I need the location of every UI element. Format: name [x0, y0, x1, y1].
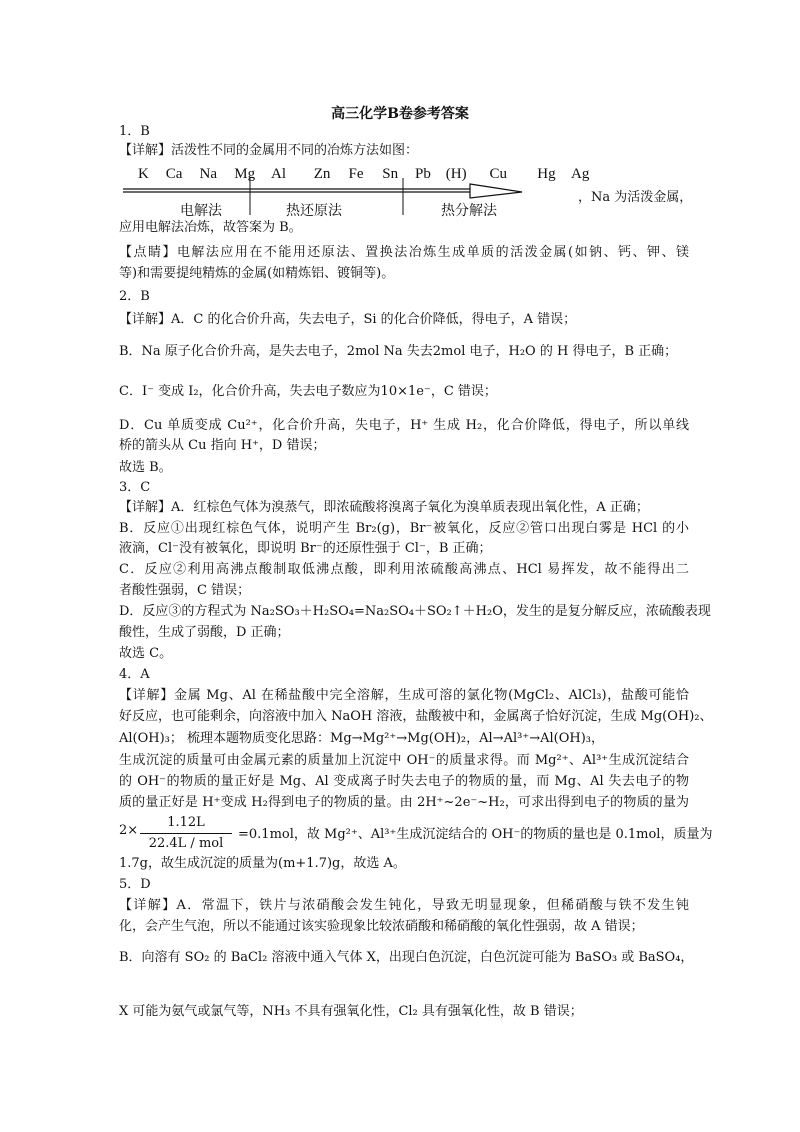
q3-c1: C．反应②利用高沸点酸制取低沸点酸，即利用浓硫酸高沸点、HCl 易挥发，故不能得出二: [119, 562, 689, 577]
metal-label: Zn: [313, 166, 331, 182]
q4-line7: =0.1mol，故 Mg²⁺、Al³⁺生成沉淀结合的 OH⁻的物质的量也是 0.1mol，质量为: [238, 827, 713, 842]
metal-label: Pb: [415, 166, 431, 182]
q2-d1: D．Cu 单质变成 Cu²⁺，化合价升高，失电子，H⁺ 生成 H₂，化合价降低，得电子，所以单线: [119, 418, 689, 433]
q5-a2: 化，会产生气泡，所以不能通过该实验现象比较浓硝酸和稀硝酸的氧化性强弱，故 A 错误；: [119, 919, 644, 934]
metal-label: Na: [199, 166, 217, 182]
fraction-numerator: 1.12L: [167, 815, 205, 830]
fraction-bar: [140, 833, 232, 834]
q3-c2: 者酸性强弱，C 错误；: [119, 583, 251, 598]
zone-thermal-reduction: 热还原法: [286, 203, 342, 219]
q4-line8: 1.7g，故生成沉淀的质量为(m+1.7)g，故选 A。: [119, 856, 406, 871]
q5-a1: 【详解】A．常温下，铁片与浓硝酸会发生钝化，导致无明显现象，但稀硝酸与铁不发生钝: [119, 898, 689, 913]
page-title: 高三化学B卷参考答案: [331, 106, 469, 122]
q4-line6: 质的量正好是 H⁺变成 H₂得到电子的物质的量。由 2H⁺~2e⁻~H₂，可求出得到电子的物质的量为: [119, 795, 689, 810]
q2-a: 【详解】A．C 的化合价升高，失去电子，Si 的化合价降低，得电子，A 错误；: [119, 312, 577, 327]
metal-label: (H): [445, 166, 467, 182]
metal-label: Sn: [382, 166, 399, 182]
q2-d2: 桥的箭头从 Cu 指向 H⁺，D 错误；: [119, 438, 326, 453]
q1-number: 1．B: [119, 124, 150, 139]
q3-end: 故选 C。: [119, 646, 173, 661]
q3-b2: 液滴，Cl⁻没有被氧化，即说明 Br⁻的还原性强于 Cl⁻，B 正确；: [119, 541, 492, 556]
metal-label: Cu: [489, 166, 508, 182]
q5-number: 5．D: [119, 877, 151, 892]
q3-d2: 酸性，生成了弱酸，D 正确；: [119, 625, 290, 640]
q4-formula-lead: 2×: [119, 823, 139, 838]
q4-number: 4．A: [119, 667, 150, 682]
zone-thermal-decomposition: 热分解法: [441, 203, 497, 219]
q1-line2: 应用电解法冶炼，故答案为 B。: [119, 220, 302, 235]
q4-line4: 生成沉淀的质量可由金属元素的质量加上沉淀中 OH⁻的质量求得。而 Mg²⁺、Al³⁺生成沉淀结合: [119, 753, 689, 768]
q1-point2: 等)和需要提纯精炼的金属(如精炼铝、镀铜等)。: [119, 266, 395, 281]
metal-label: Mg: [234, 166, 256, 182]
q4-fraction: [136, 815, 236, 852]
q3-b1: B．反应①出现红棕色气体，说明产生 Br₂(g)，Br⁻被氧化，反应②管口出现白雾是 HCl 的小: [119, 521, 689, 536]
metal-label: K: [138, 166, 149, 182]
q2-number: 2．B: [119, 289, 150, 304]
q3-a: 【详解】A．红棕色气体为溴蒸气，即浓硫酸将溴离子氧化为溴单质表现出氧化性，A 正确；: [119, 500, 649, 515]
q4-line5: 的 OH⁻的物质的量正好是 Mg、Al 变成离子时失去电子的物质的量，而 Mg、Al 失去电子的物: [119, 774, 689, 789]
q2-end: 故选 B。: [119, 460, 172, 475]
q2-c: C．I⁻ 变成 I₂，化合价升高，失去电子数应为10×1e⁻，C 错误；: [119, 384, 497, 399]
q1-detail: 【详解】活泼性不同的金属用不同的冶炼方法如图：: [119, 143, 419, 158]
q3-number: 3．C: [119, 480, 151, 495]
fraction-denominator: 22.4L / mol: [148, 836, 224, 851]
q4-line2: 好反应，也可能剩余，向溶液中加入 NaOH 溶液，盐酸被中和，金属离子恰好沉淀，生成 Mg(OH)₂、: [119, 709, 713, 724]
q4-line1: 【详解】金属 Mg、Al 在稀盐酸中完全溶解，生成可溶的氯化物(MgCl₂、AlCl₃)，盐酸可能恰: [119, 688, 689, 703]
q5-b1: B．向溶有 SO₂ 的 BaCl₂ 溶液中通入气体 X，出现白色沉淀，白色沉淀可能为 BaSO₃ 或 BaSO₄，: [119, 950, 694, 965]
metal-label: Al: [271, 166, 286, 182]
metal-label: Fe: [348, 166, 364, 182]
q1-point1: 【点睛】电解法应用在不能用还原法、置换法冶炼生成单质的活泼金属(如钠、钙、钾、镁: [119, 245, 689, 260]
q2-b: B．Na 原子化合价升高，是失去电子，2mol Na 失去2mol 电子，H₂O 的 H 得电子，B 正确；: [119, 344, 678, 359]
q4-line3: Al(OH)₃； 梳理本题物质变化思路：Mg→Mg²⁺→Mg(OH)₂，Al→Al³⁺→Al(OH)₃，: [119, 731, 604, 746]
metal-label: Hg: [537, 166, 556, 182]
metal-label: Ca: [165, 166, 183, 182]
zone-electrolysis: 电解法: [180, 203, 222, 219]
q1-tail: ，Na 为活泼金属，: [578, 190, 693, 205]
q3-d1: D．反应③的方程式为 Na₂SO₃＋H₂SO₄=Na₂SO₄＋SO₂↑＋H₂O，发生的是复分解反应，浓硫酸表现: [119, 604, 711, 619]
metal-label: Ag: [571, 166, 590, 182]
q5-b2: X 可能为氨气或氯气等，NH₃ 不具有强氧化性，Cl₂ 具有强氧化性，故 B 错误；: [119, 1004, 583, 1019]
